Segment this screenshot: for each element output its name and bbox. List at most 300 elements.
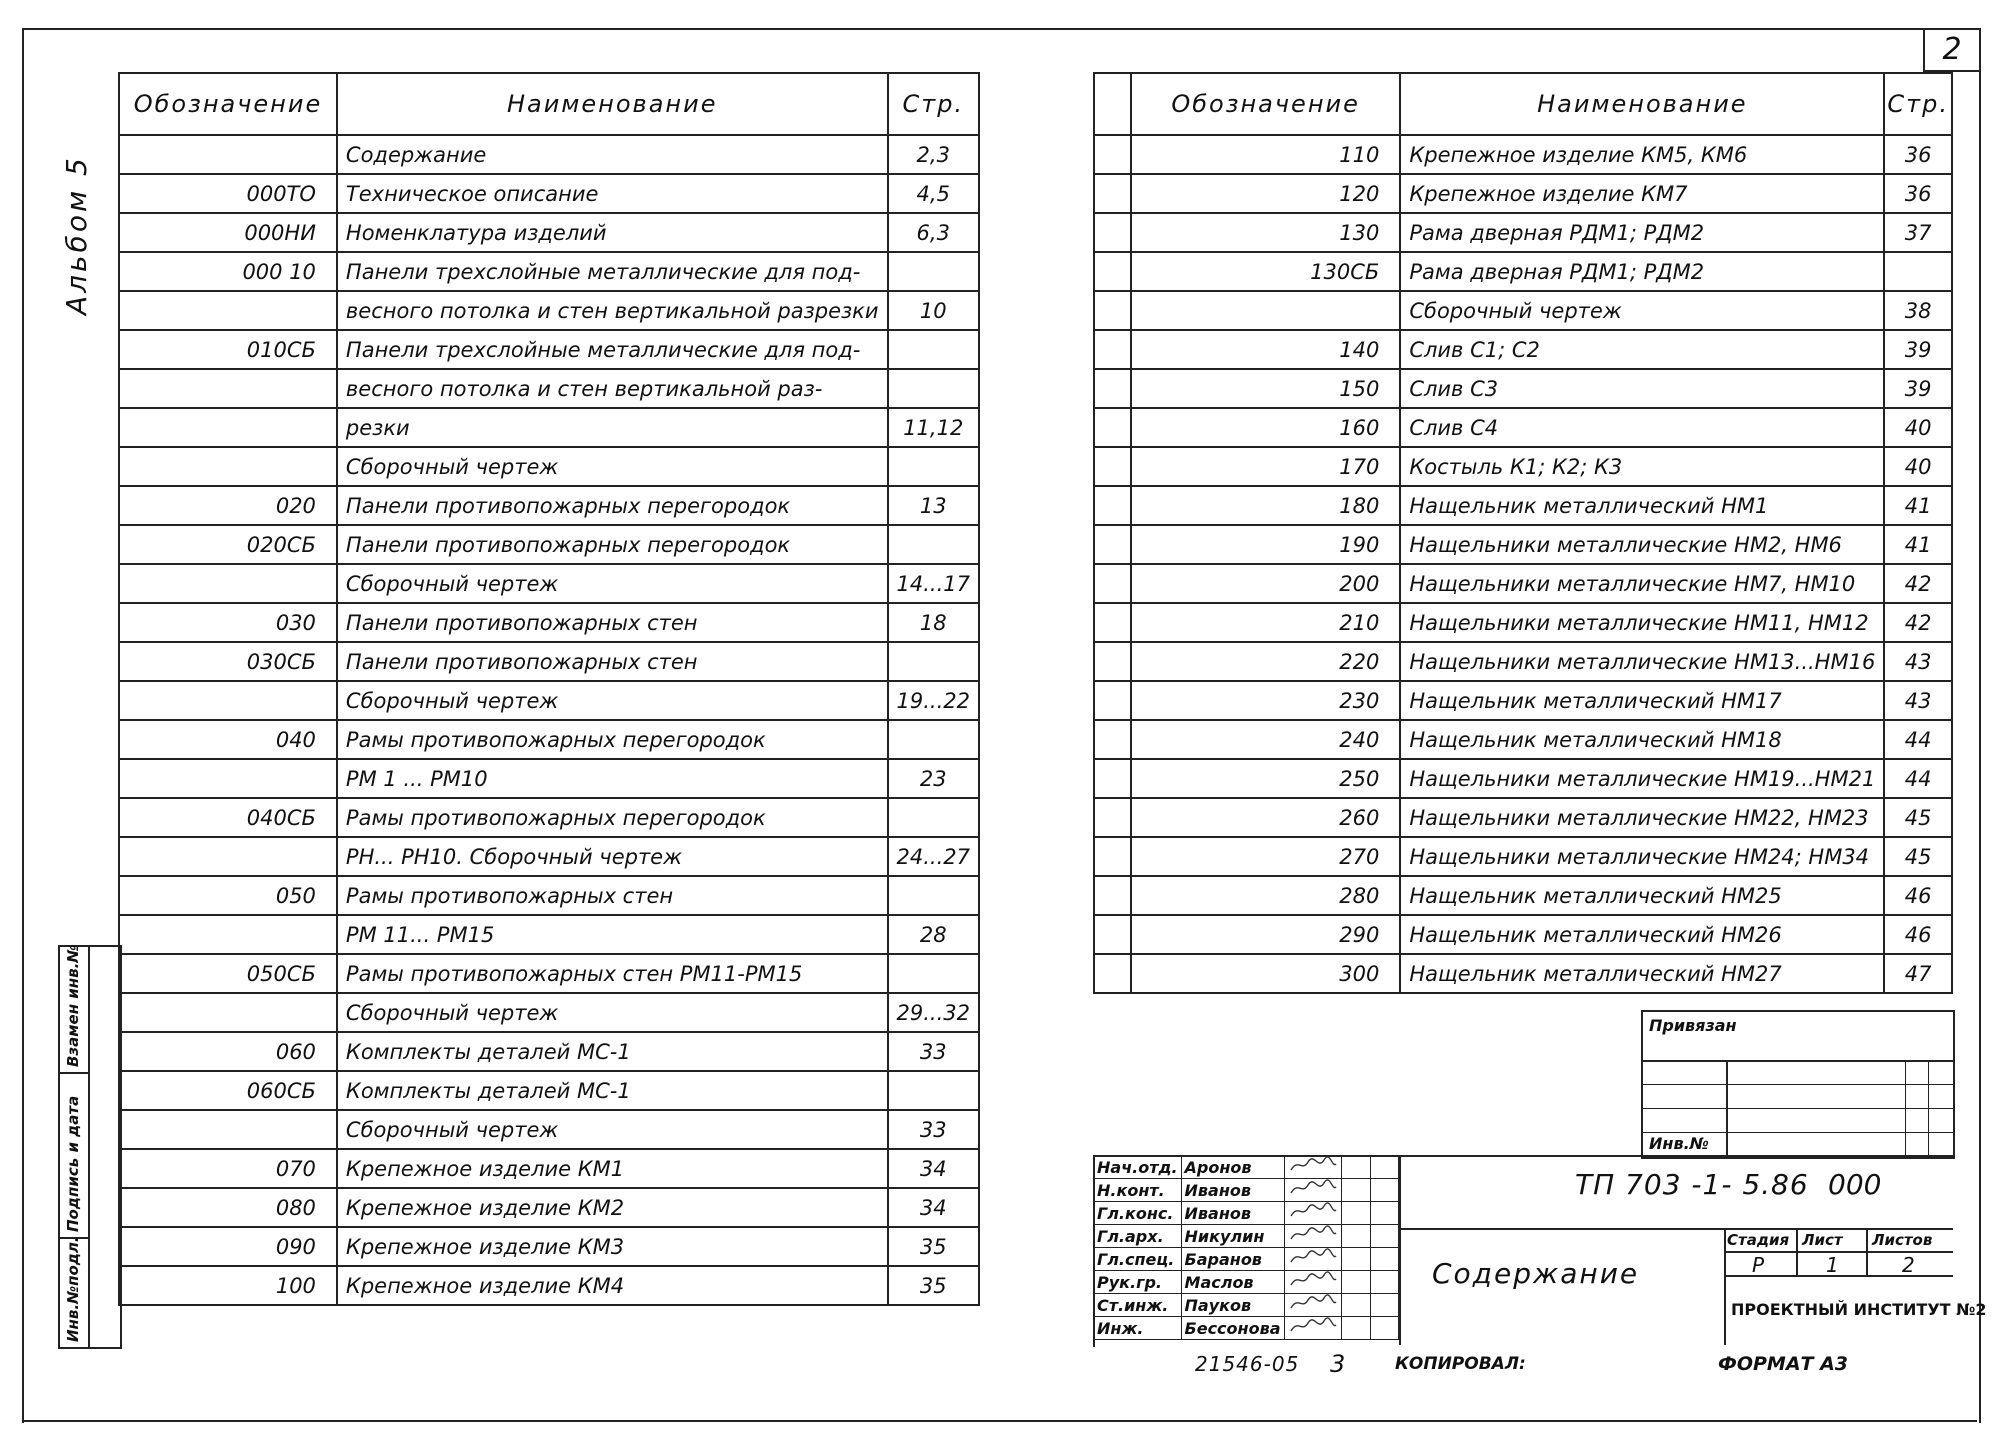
table-row [119,1032,979,1071]
row-code: 040СБ [119,798,337,837]
sheet-number: 2 [1923,28,1979,72]
signature-mark [1284,1202,1341,1225]
row-code: 290 [1131,915,1400,954]
row-code: 090 [119,1227,337,1266]
right-contents-table [1093,72,1953,994]
row-code: 030 [119,603,337,642]
table-row [119,1110,979,1149]
table-row [1094,291,1952,330]
table-row [119,174,979,213]
row-name: Слив С3 [1400,369,1884,408]
row-code [119,408,337,447]
row-page: 18 [888,603,979,642]
row-page: 14...17 [888,564,979,603]
row-name: Комплекты деталей МС-1 [337,1032,888,1071]
row-code [119,837,337,876]
table-row [119,642,979,681]
signature-name: Бессонова [1181,1317,1284,1340]
table-row [1094,369,1952,408]
row-code: 270 [1131,837,1400,876]
signature-role: Гл.арх. [1094,1225,1182,1248]
signature-extra [1371,1271,1399,1294]
left-table-header [119,73,979,135]
table-row [1094,798,1952,837]
row-code: 130СБ [1131,252,1400,291]
row-page [888,330,979,369]
row-name: Крепежное изделие КМ2 [337,1188,888,1227]
row-page: 4,5 [888,174,979,213]
row-page: 2,3 [888,135,979,174]
row-name: Костыль К1; К2; К3 [1400,447,1884,486]
signature-row [1094,1317,1399,1340]
row-page: 10 [888,291,979,330]
row-page [888,525,979,564]
row-code [119,915,337,954]
table-row [119,213,979,252]
row-code: 040 [119,720,337,759]
table-row [119,681,979,720]
table-row [1094,720,1952,759]
row-code: 030СБ [119,642,337,681]
signature-name: Иванов [1181,1202,1284,1225]
row-page: 38 [1884,291,1952,330]
row-name: РН... РН10. Сборочный чертеж [337,837,888,876]
row-code: 010СБ [119,330,337,369]
row-page: 43 [1884,642,1952,681]
row-page: 13 [888,486,979,525]
table-row [1094,837,1952,876]
table-row [119,135,979,174]
table-row [119,837,979,876]
row-page: 23 [888,759,979,798]
table-row [119,252,979,291]
side-stamp-vzamen: Взамен инв.№ [64,944,82,1067]
row-code: 120 [1131,174,1400,213]
row-code: 060 [119,1032,337,1071]
signature-name: Аронов [1181,1156,1284,1179]
row-code: 130 [1131,213,1400,252]
row-name: Слив С4 [1400,408,1884,447]
row-code: 140 [1131,330,1400,369]
row-name: Рамы противопожарных перегородок [337,720,888,759]
table-row [119,954,979,993]
row-code: 300 [1131,954,1400,993]
table-row [1094,759,1952,798]
row-page: 44 [1884,759,1952,798]
row-page [888,954,979,993]
row-margin [1094,759,1131,798]
table-row [1094,603,1952,642]
stage-value: Р [1752,1253,1765,1277]
signature-date [1341,1225,1371,1248]
signature-row [1094,1294,1399,1317]
row-code: 280 [1131,876,1400,915]
signature-row [1094,1156,1399,1179]
row-code: 020 [119,486,337,525]
side-stamp-podpis: Подпись и дата [64,1095,82,1232]
signature-role: Инж. [1094,1317,1182,1340]
signature-date [1341,1179,1371,1202]
row-name: Слив С1; С2 [1400,330,1884,369]
row-margin [1094,954,1131,993]
row-code [119,1110,337,1149]
row-page [888,369,979,408]
table-row [1094,681,1952,720]
table-row [1094,213,1952,252]
row-page: 43 [1884,681,1952,720]
row-name: Сборочный чертеж [337,447,888,486]
table-row [119,1227,979,1266]
table-row [1094,447,1952,486]
row-name: Крепежное изделие КМ1 [337,1149,888,1188]
signature-row [1094,1179,1399,1202]
row-name: Рамы противопожарных стен РМ11-РМ15 [337,954,888,993]
row-name: Сборочный чертеж [337,681,888,720]
row-name: Панели противопожарных стен [337,642,888,681]
table-row [119,798,979,837]
signature-role: Нач.отд. [1094,1156,1182,1179]
row-name: Крепежное изделие КМ7 [1400,174,1884,213]
right-header-page: Стр. [1884,73,1952,135]
signature-extra [1371,1202,1399,1225]
row-name: Нащельники металлические НМ24; НМ34 [1400,837,1884,876]
signature-row [1094,1202,1399,1225]
row-page: 42 [1884,603,1952,642]
row-code: 000НИ [119,213,337,252]
row-page: 36 [1884,135,1952,174]
row-code: 050 [119,876,337,915]
row-name: Крепежное изделие КМ5, КМ6 [1400,135,1884,174]
signature-mark [1284,1248,1341,1271]
row-page: 6,3 [888,213,979,252]
row-name: Комплекты деталей МС-1 [337,1071,888,1110]
row-name: Нащельник металлический НМ27 [1400,954,1884,993]
block-title: Содержание [1432,1257,1640,1290]
privyazan-label: Привязан [1649,1016,1737,1035]
sheet-label: Лист [1802,1231,1843,1249]
signature-extra [1371,1248,1399,1271]
row-margin [1094,291,1131,330]
row-code: 180 [1131,486,1400,525]
row-margin [1094,369,1131,408]
row-page [888,876,979,915]
table-row [119,369,979,408]
table-row [119,720,979,759]
row-page: 40 [1884,447,1952,486]
row-code: 160 [1131,408,1400,447]
row-code: 020СБ [119,525,337,564]
row-margin [1094,447,1131,486]
signature-row [1094,1248,1399,1271]
row-code: 000 10 [119,252,337,291]
row-page: 45 [1884,798,1952,837]
signature-date [1341,1317,1371,1340]
signature-mark [1284,1225,1341,1248]
format-label: ФОРМАТ А3 [1718,1353,1849,1375]
row-page: 19...22 [888,681,979,720]
table-row [119,1149,979,1188]
row-margin [1094,408,1131,447]
row-code [119,681,337,720]
row-code: 200 [1131,564,1400,603]
page-mark: 3 [1330,1350,1346,1378]
row-page: 44 [1884,720,1952,759]
signature-extra [1371,1156,1399,1179]
tb-divider-v4 [1866,1228,1868,1275]
table-row [119,330,979,369]
row-margin [1094,720,1131,759]
table-row [1094,642,1952,681]
row-name: Панели противопожарных перегородок [337,486,888,525]
signature-role: Н.конт. [1094,1179,1182,1202]
table-row [119,759,979,798]
row-name: Панели трехслойные металлические для под- [337,330,888,369]
signature-mark [1284,1317,1341,1340]
row-code: 190 [1131,525,1400,564]
right-header-blank [1094,73,1131,135]
table-row [1094,915,1952,954]
signature-date [1341,1248,1371,1271]
row-margin [1094,174,1131,213]
row-name: Номенклатура изделий [337,213,888,252]
table-row [119,447,979,486]
row-margin [1094,135,1131,174]
row-page: 11,12 [888,408,979,447]
signature-extra [1371,1225,1399,1248]
signature-date [1341,1294,1371,1317]
row-name: Рамы противопожарных стен [337,876,888,915]
left-header-name: Наименование [337,73,888,135]
row-code: 100 [119,1266,337,1305]
sheet-value: 1 [1826,1253,1839,1277]
table-row [119,915,979,954]
signature-role: Ст.инж. [1094,1294,1182,1317]
row-page [888,798,979,837]
row-name: Сборочный чертеж [1400,291,1884,330]
row-margin [1094,252,1131,291]
left-contents-table [118,72,980,1306]
right-header-code: Обозначение [1131,73,1400,135]
row-code: 210 [1131,603,1400,642]
row-name: Содержание [337,135,888,174]
row-name: Сборочный чертеж [337,564,888,603]
row-page: 34 [888,1149,979,1188]
row-margin [1094,642,1131,681]
row-name: Нащельники металлические НМ13...НМ16 [1400,642,1884,681]
table-row [1094,525,1952,564]
table-row [119,1188,979,1227]
row-name: Нащельники металлические НМ22, НМ23 [1400,798,1884,837]
row-code [119,993,337,1032]
row-code [119,564,337,603]
row-code [119,369,337,408]
row-name: Нащельники металлические НМ19...НМ21 [1400,759,1884,798]
signature-role: Гл.конс. [1094,1202,1182,1225]
row-name: Нащельник металлический НМ18 [1400,720,1884,759]
row-code: 000ТО [119,174,337,213]
row-margin [1094,603,1131,642]
signature-row [1094,1271,1399,1294]
row-margin [1094,213,1131,252]
side-stamp-inv-podl: Инв.№подл. [64,1236,82,1342]
signature-name: Маслов [1181,1271,1284,1294]
stage-label: Стадия [1727,1231,1790,1249]
signature-name: Пауков [1181,1294,1284,1317]
row-code: 110 [1131,135,1400,174]
row-code: 240 [1131,720,1400,759]
row-name: Рамы противопожарных перегородок [337,798,888,837]
row-name: Техническое описание [337,174,888,213]
tb-divider-v3 [1796,1228,1798,1275]
signature-name: Иванов [1181,1179,1284,1202]
table-row [119,408,979,447]
table-row [119,486,979,525]
row-code: 150 [1131,369,1400,408]
signature-mark [1284,1294,1341,1317]
signature-mark [1284,1156,1341,1179]
privyazan-box [1641,1010,1955,1159]
row-code: 080 [119,1188,337,1227]
table-row [119,1266,979,1305]
table-row [119,603,979,642]
row-page: 42 [1884,564,1952,603]
row-page: 24...27 [888,837,979,876]
signature-role: Гл.спец. [1094,1248,1182,1271]
signature-date [1341,1271,1371,1294]
doc-suffix: 000 [1828,1168,1882,1201]
row-page: 41 [1884,486,1952,525]
row-page [888,1071,979,1110]
tb-divider-h1 [1399,1228,1953,1230]
table-row [1094,564,1952,603]
row-margin [1094,486,1131,525]
row-name: Нащельник металлический НМ25 [1400,876,1884,915]
left-header-page: Стр. [888,73,979,135]
row-page: 41 [1884,525,1952,564]
row-page: 33 [888,1110,979,1149]
signature-date [1341,1156,1371,1179]
row-page: 39 [1884,369,1952,408]
row-name: Рама дверная РДМ1; РДМ2 [1400,252,1884,291]
row-code: 050СБ [119,954,337,993]
row-name: Крепежное изделие КМ4 [337,1266,888,1305]
row-name: Крепежное изделие КМ3 [337,1227,888,1266]
table-row [1094,954,1952,993]
row-name: Панели трехслойные металлические для под- [337,252,888,291]
table-row [1094,486,1952,525]
row-code [119,135,337,174]
row-page: 28 [888,915,979,954]
row-code [119,447,337,486]
row-margin [1094,525,1131,564]
row-name: весного потолка и стен вертикальной раз- [337,369,888,408]
row-name: РМ 11... РМ15 [337,915,888,954]
row-name: Панели противопожарных перегородок [337,525,888,564]
signature-extra [1371,1179,1399,1202]
archive-number: 21546-05 [1195,1352,1300,1376]
row-margin [1094,876,1131,915]
row-name: Нащельники металлические НМ11, НМ12 [1400,603,1884,642]
row-code: 060СБ [119,1071,337,1110]
inv-label: Инв.№ [1649,1134,1709,1153]
doc-code: ТП 703 -1- 5.86 [1575,1168,1809,1201]
signature-row [1094,1225,1399,1248]
row-margin [1094,837,1131,876]
row-name: Нащельники металлические НМ2, НМ6 [1400,525,1884,564]
sheets-value: 2 [1902,1253,1915,1277]
table-row [1094,135,1952,174]
table-row [119,1071,979,1110]
row-code [119,759,337,798]
side-stamp [58,945,122,1349]
row-page: 33 [888,1032,979,1071]
table-row [119,993,979,1032]
row-name: Рама дверная РДМ1; РДМ2 [1400,213,1884,252]
copied-label: КОПИРОВАЛ: [1395,1354,1526,1374]
row-code: 230 [1131,681,1400,720]
signature-extra [1371,1294,1399,1317]
tb-divider-v2 [1724,1228,1726,1345]
row-page: 34 [888,1188,979,1227]
row-page: 39 [1884,330,1952,369]
signature-role: Рук.гр. [1094,1271,1182,1294]
row-name: Нащельник металлический НМ1 [1400,486,1884,525]
row-name: Нащельник металлический НМ26 [1400,915,1884,954]
table-row [1094,408,1952,447]
row-code [119,291,337,330]
row-page: 45 [1884,837,1952,876]
signature-mark [1284,1179,1341,1202]
row-name: весного потолка и стен вертикальной разрезки [337,291,888,330]
right-table-header [1094,73,1952,135]
row-page [1884,252,1952,291]
row-page [888,720,979,759]
table-row [119,876,979,915]
tb-divider-v1 [1399,1155,1401,1345]
table-row [119,525,979,564]
row-code: 170 [1131,447,1400,486]
table-row [1094,252,1952,291]
row-margin [1094,564,1131,603]
signature-mark [1284,1271,1341,1294]
row-page: 35 [888,1266,979,1305]
sheets-label: Листов [1872,1231,1933,1249]
row-page: 36 [1884,174,1952,213]
row-code: 220 [1131,642,1400,681]
row-page [888,642,979,681]
signature-name: Никулин [1181,1225,1284,1248]
table-row [1094,876,1952,915]
table-row [1094,330,1952,369]
bottom-border-line [22,1420,1977,1422]
row-name: Сборочный чертеж [337,993,888,1032]
row-page: 40 [1884,408,1952,447]
row-name: РМ 1 ... РМ10 [337,759,888,798]
row-code: 250 [1131,759,1400,798]
row-margin [1094,915,1131,954]
row-code [1131,291,1400,330]
signature-name: Баранов [1181,1248,1284,1271]
left-header-code: Обозначение [119,73,337,135]
row-name: Панели противопожарных стен [337,603,888,642]
table-row [119,291,979,330]
album-label: Альбом 5 [60,155,93,315]
row-page: 29...32 [888,993,979,1032]
signature-date [1341,1202,1371,1225]
table-row [1094,174,1952,213]
row-page: 46 [1884,876,1952,915]
row-name: Сборочный чертеж [337,1110,888,1149]
